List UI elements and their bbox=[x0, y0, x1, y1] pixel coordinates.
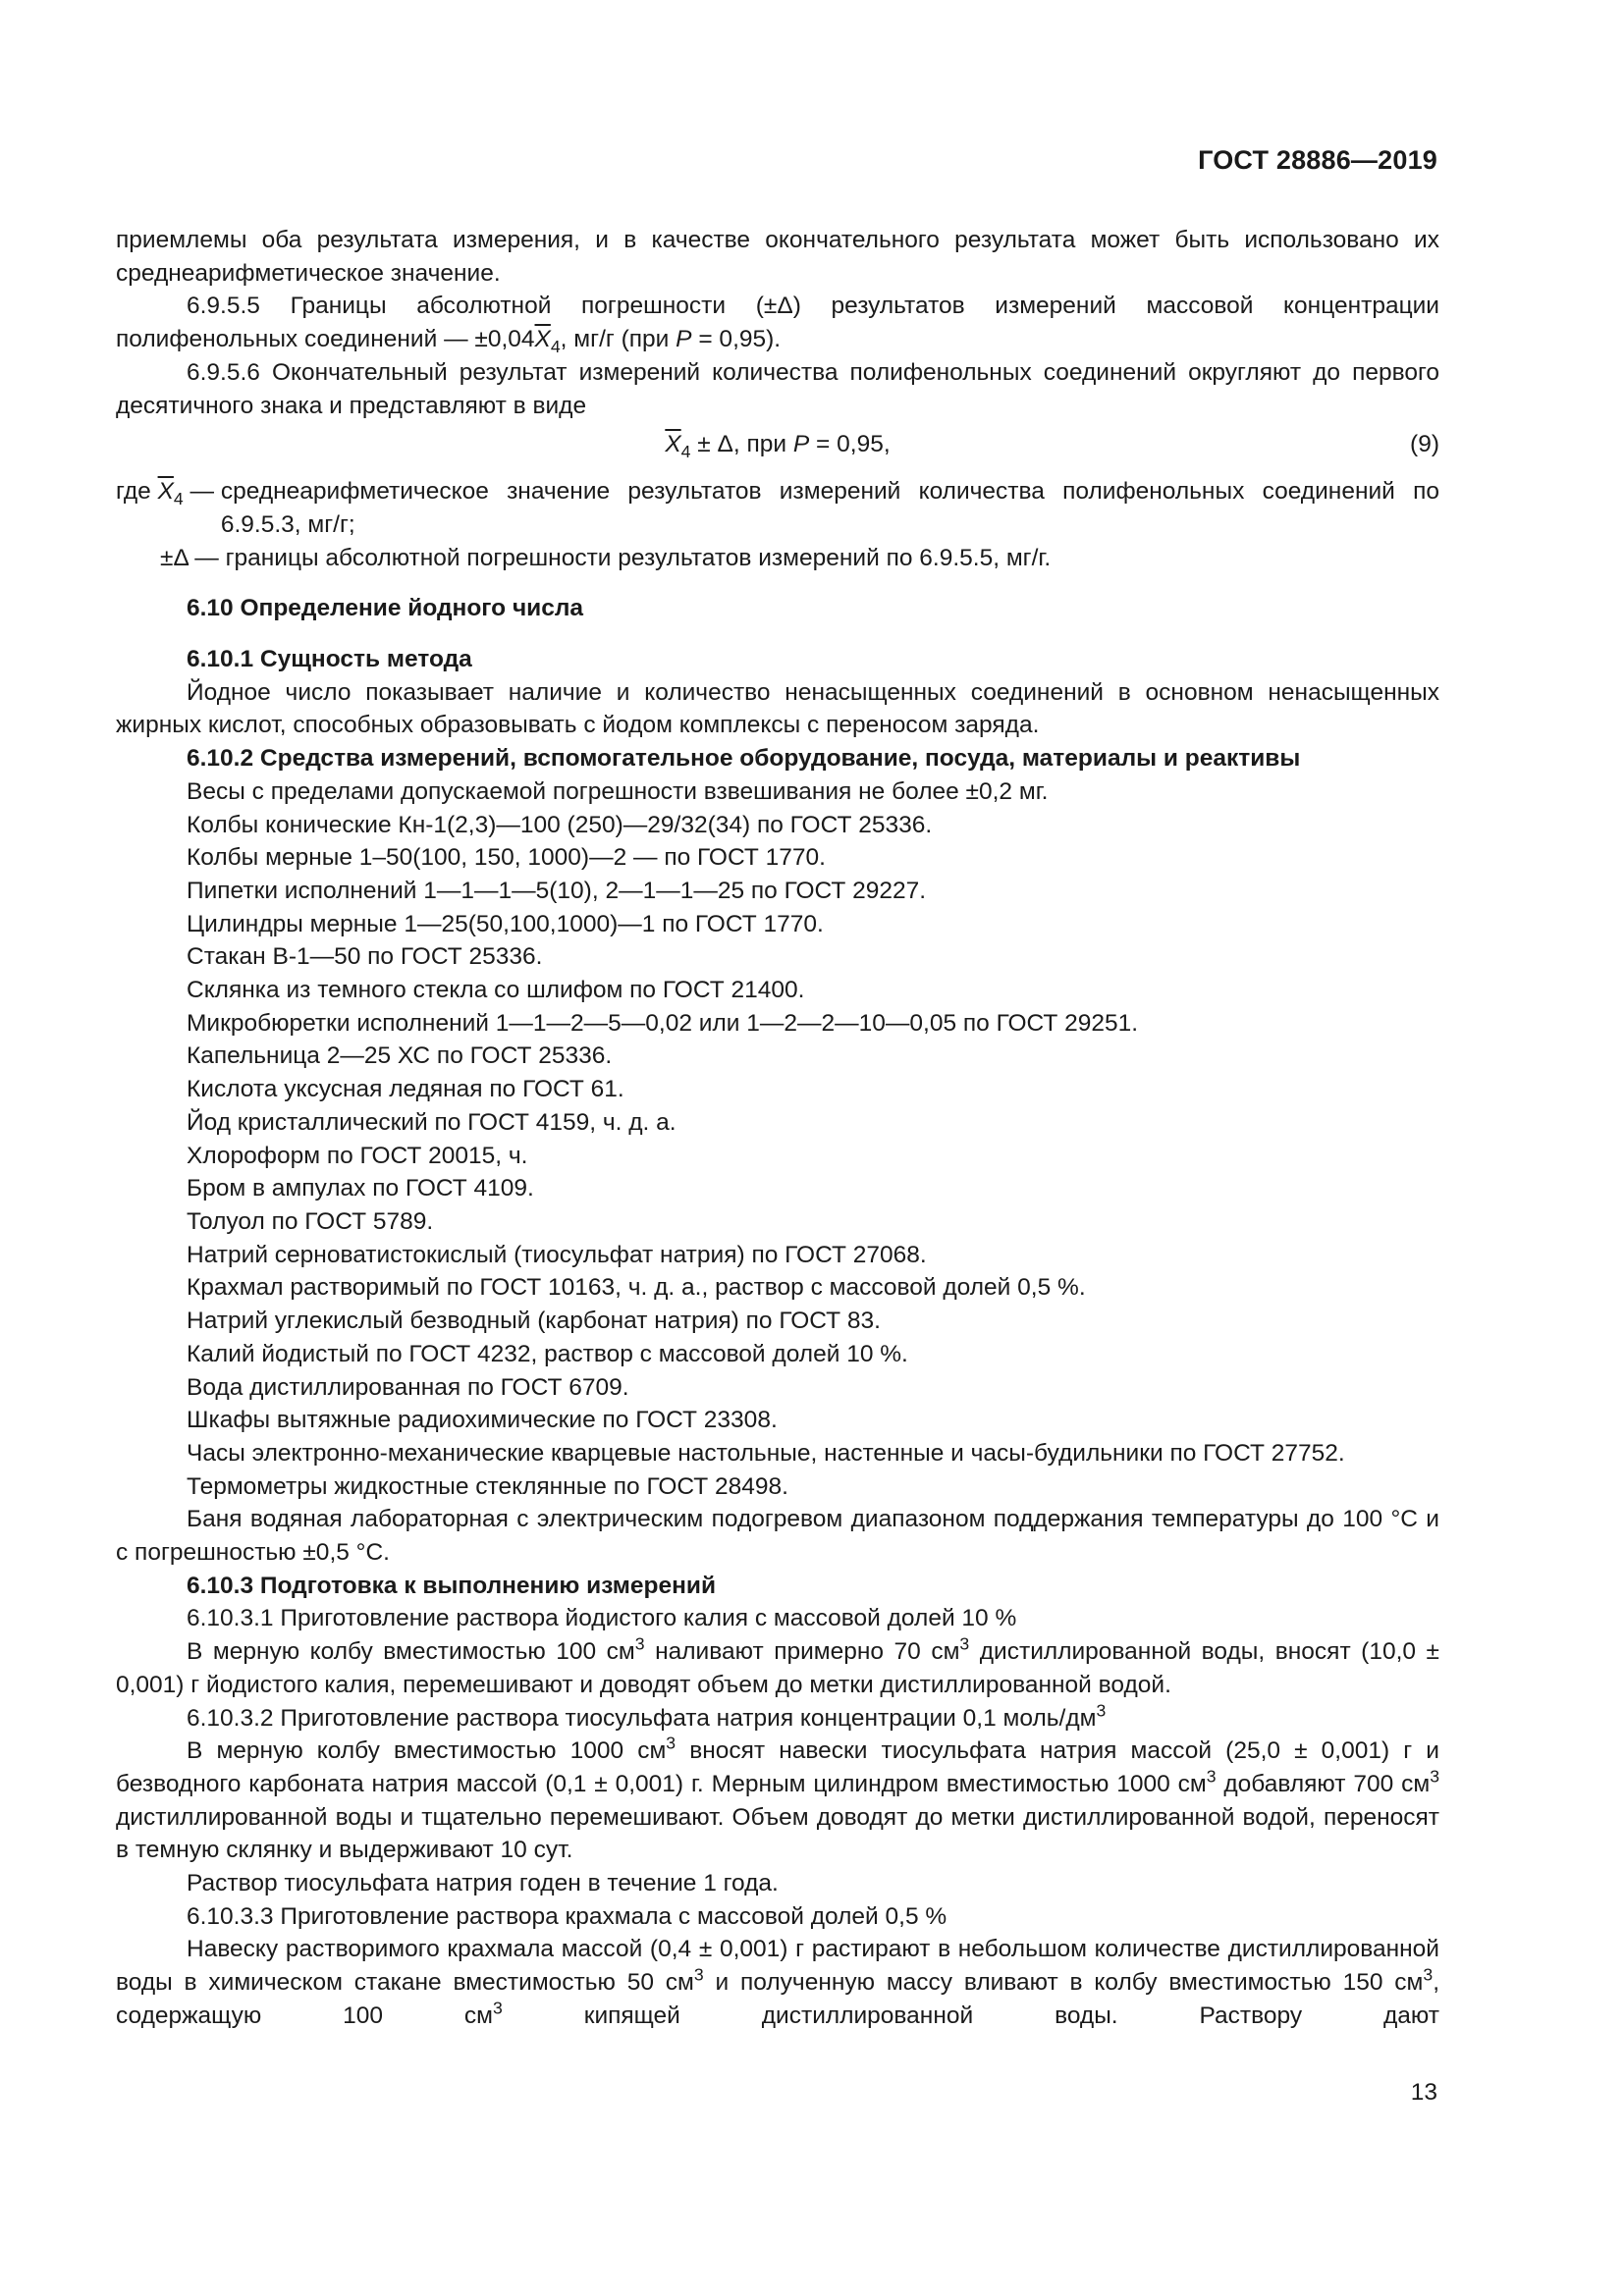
definition-text: границы абсолютной погрешности результатов измерений по 6.9.5.5, мг/г. bbox=[225, 544, 1052, 571]
definition-text: среднеарифметическое значение результатов измерений количества полифенольных соединений по 6.9.5.3, мг/г; bbox=[220, 478, 1439, 538]
list-item: Толуол по ГОСТ 5789. bbox=[187, 1207, 434, 1235]
paragraph-6-10-3-1-title: 6.10.3.1 Приготовление раствора йодистого калия с массовой долей 10 % bbox=[187, 1605, 1017, 1632]
list-item: Микробюретки исполнений 1—1—2—5—0,02 или 1—2—2—10—0,05 по ГОСТ 29251. bbox=[187, 1009, 1139, 1037]
list-item: Шкафы вытяжные радиохимические по ГОСТ 23308. bbox=[187, 1407, 778, 1434]
definition-term: ±Δ — bbox=[160, 544, 226, 571]
heading-6-10-2: 6.10.2 Средства измерений, вспомогательное оборудование, посуда, материалы и реактивы bbox=[187, 745, 1301, 773]
definition-delta bbox=[116, 542, 1439, 575]
list-item: Хлороформ по ГОСТ 20015, ч. bbox=[187, 1142, 528, 1169]
list-item: Крахмал растворимый по ГОСТ 10163, ч. д. а., раствор с массовой долей 0,5 %. bbox=[187, 1274, 1086, 1302]
paragraph-6-9-5-5: 6.9.5.5 Границы абсолютной погрешности (±Δ) результатов измерений массовой концентрации полифенольных соединений — $\pm 0,04\overline{X}_4$, мг/г (при P = 0,95). bbox=[116, 293, 1439, 357]
paragraph-clocks: Часы электронно-механические кварцевые настольные, настенные и часы-будильники по ГОСТ 27752. bbox=[187, 1439, 1345, 1467]
list-item: Бром в ампулах по ГОСТ 4109. bbox=[187, 1175, 534, 1202]
paragraph-intro: приемлемы оба результата измерения, и в качестве окончательного результата может быть использовано их среднеарифметическое значение. bbox=[116, 227, 1439, 287]
list-item: Капельница 2—25 ХС по ГОСТ 25336. bbox=[187, 1042, 613, 1070]
definition-term: где $\overline{X}_4$ — bbox=[116, 478, 221, 509]
paragraph-6-10-3-2-title: 6.10.3.2 Приготовление раствора тиосульфата натрия концентрации 0,1 моль/$дм^3$ bbox=[187, 1699, 1107, 1732]
definitions bbox=[116, 475, 1439, 574]
paragraph-6-10-3-2-body: В мерную колбу вместимостью 1000 $см^3$ вносят навески тиосульфата натрия массой (25,0 ± 0,001) г и безводного карбоната натрия массой (0,1 ± 0,001) г. Мерным цилиндром вместимостью 1000 $см^3$ добавляют 700 $см^3$ дистиллированной воды и тщательно перемешивают. Объем доводят до метки дистиллированной водой, переносят в темную склянку и выдерживают 10 сут. bbox=[116, 1733, 1440, 1864]
formula-expression: $\overline{X}_4 \pm \Delta$, при P = 0,95, bbox=[665, 431, 891, 462]
equipment-list bbox=[116, 775, 1439, 1437]
paragraph-6-10-3-3-body: Навеску растворимого крахмала массой (0,4 ± 0,001) г растирают в небольшом количестве дистиллированной воды в химическом стакане вместимостью 50 $см^3$ и полученную массу вливают в колбу вместимостью 150 $см^3$, содержащую 100 $см^3$ кипящей дистиллированной воды. Раствору дают bbox=[116, 1936, 1439, 2029]
list-item: Весы с пределами допускаемой погрешности взвешивания не более ±0,2 мг. bbox=[187, 777, 1049, 805]
list-item: Склянка из темного стекла со шлифом по ГОСТ 21400. bbox=[187, 977, 805, 1004]
list-item: Йод кристаллический по ГОСТ 4159, ч. д. а. bbox=[187, 1108, 677, 1136]
paragraph-6-10-1: Йодное число показывает наличие и количество ненасыщенных соединений в основном ненасыщенных жирных кислот, способных образовывать с йодом комплексы с переносом заряда. bbox=[116, 678, 1439, 739]
list-item: Стакан В-1—50 по ГОСТ 25336. bbox=[187, 943, 543, 971]
list-item: Пипетки исполнений 1—1—1—5(10), 2—1—1—25 по ГОСТ 29227. bbox=[187, 877, 927, 904]
paragraph-6-10-3-1-body: В мерную колбу вместимостью 100 $см^3$ наливают примерно 70 $см^3$ дистиллированной воды, вносят (10,0 ± 0,001) г йодистого калия, перемешивают и доводят объем до метки дистиллированной водой. bbox=[116, 1633, 1439, 1698]
list-item: Калий йодистый по ГОСТ 4232, раствор с массовой долей 10 %. bbox=[187, 1340, 908, 1367]
list-item: Натрий углекислый безводный (карбонат натрия) по ГОСТ 83. bbox=[187, 1308, 881, 1335]
formula-number: (9) bbox=[1410, 431, 1439, 458]
heading-6-10-3: 6.10.3 Подготовка к выполнению измерений bbox=[187, 1572, 717, 1599]
list-item: Колбы мерные 1–50(100, 150, 1000)—2 — по ГОСТ 1770. bbox=[187, 844, 826, 872]
document-code: ГОСТ 28886—2019 bbox=[1198, 145, 1437, 175]
list-item: Кислота уксусная ледяная по ГОСТ 61. bbox=[187, 1076, 624, 1103]
paragraph-6-9-5-6: 6.9.5.6 Окончательный результат измерений количества полифенольных соединений округляют до первого десятичного знака и представляют в виде bbox=[116, 358, 1439, 419]
page-body bbox=[116, 224, 1439, 2033]
heading-6-10-1: 6.10.1 Сущность метода bbox=[187, 646, 472, 673]
paragraph-6-10-3-3-title: 6.10.3.3 Приготовление раствора крахмала с массовой долей 0,5 % bbox=[187, 1902, 947, 1930]
list-item: Цилиндры мерные 1—25(50,100,1000)—1 по ГОСТ 1770. bbox=[187, 910, 824, 937]
paragraph-thermometers: Термометры жидкостные стеклянные по ГОСТ 28498. bbox=[187, 1472, 788, 1500]
paragraph-water-bath: Баня водяная лабораторная с электрическим подогревом диапазоном поддержания температуры до 100 °С и с погрешностью ±0,5 °С. bbox=[116, 1506, 1439, 1567]
heading-6-10: 6.10 Определение йодного числа bbox=[187, 595, 584, 622]
page-number: 13 bbox=[1410, 2079, 1437, 2106]
list-item: Натрий серноватистокислый (тиосульфат натрия) по ГОСТ 27068. bbox=[187, 1241, 927, 1268]
paragraph-6-10-3-2-shelf-life: Раствор тиосульфата натрия годен в течение 1 года. bbox=[187, 1870, 779, 1897]
list-item: Вода дистиллированная по ГОСТ 6709. bbox=[187, 1373, 629, 1401]
formula-9 bbox=[116, 428, 1439, 467]
list-item: Колбы конические Кн-1(2,3)—100 (250)—29/32(34) по ГОСТ 25336. bbox=[187, 811, 933, 838]
definition-x4 bbox=[116, 475, 1439, 541]
